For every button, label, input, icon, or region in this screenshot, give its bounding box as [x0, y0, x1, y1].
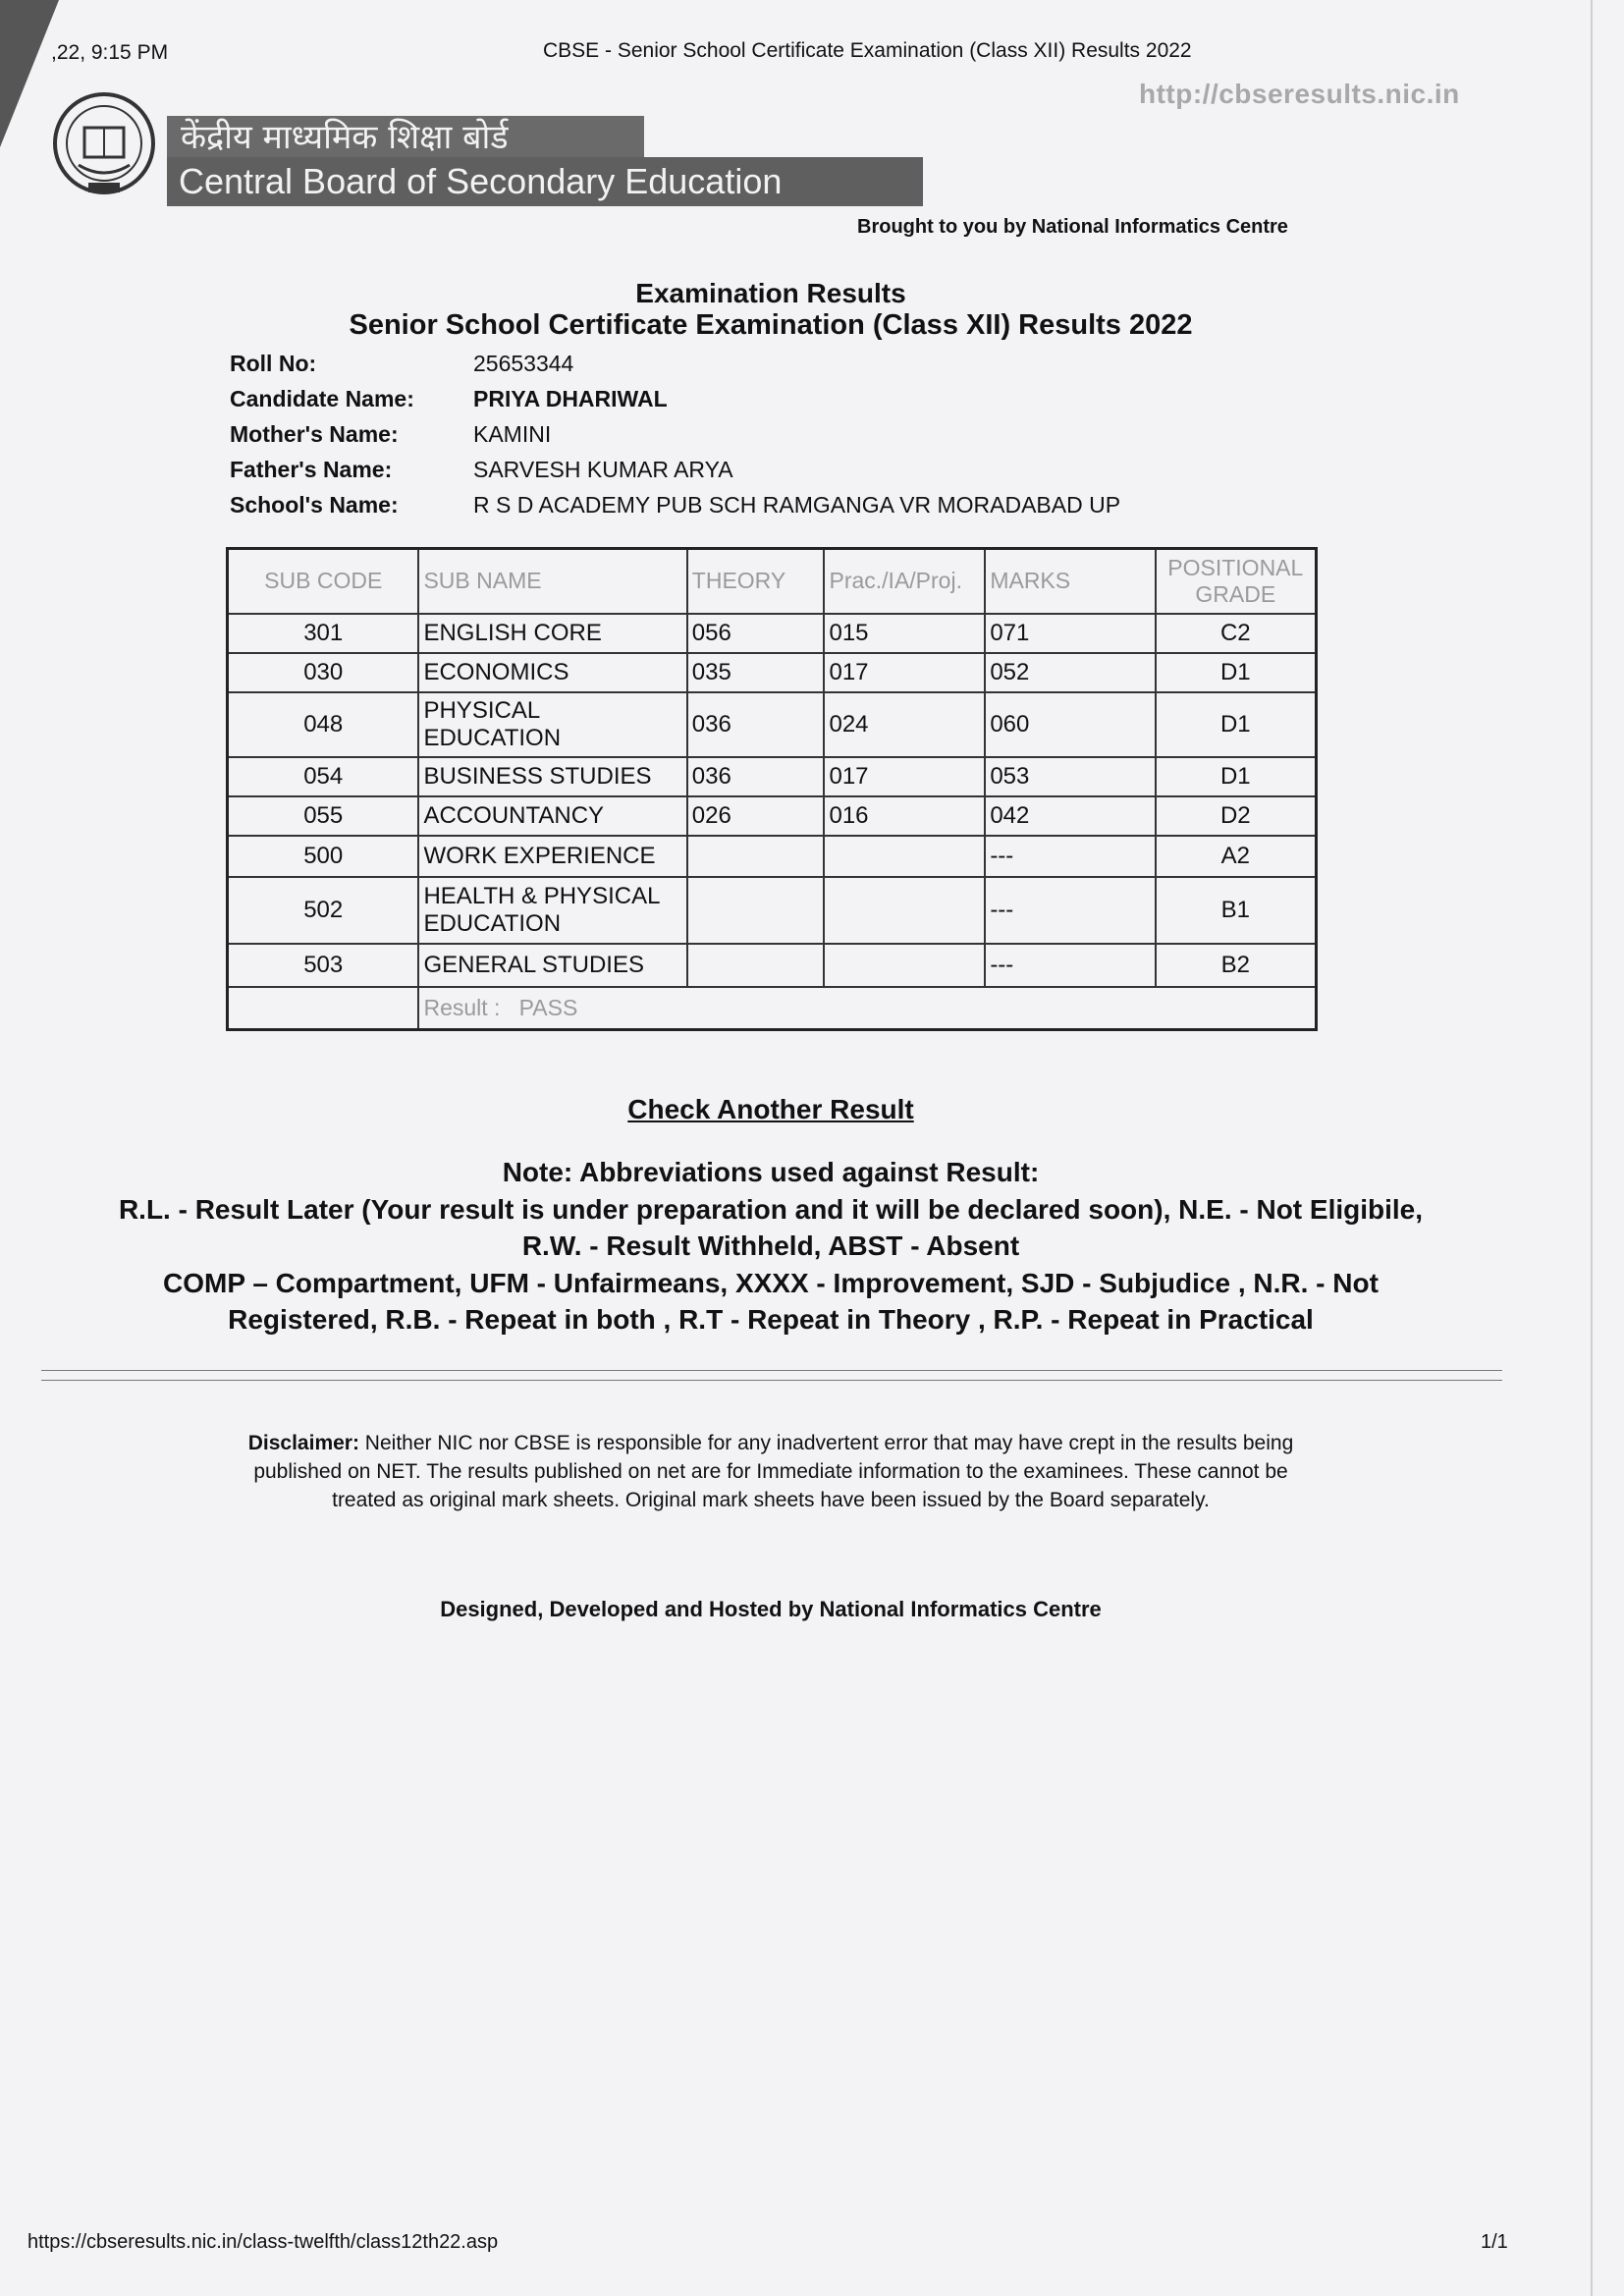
header-sub-name: SUB NAME	[418, 549, 686, 614]
cell-practical: 015	[824, 614, 985, 653]
note-line: Registered, R.B. - Repeat in both , R.T - Repeat in Theory , R.P. - Repeat in Practical	[228, 1304, 1314, 1335]
cell-theory: 036	[687, 757, 825, 796]
header-grade: POSITIONAL GRADE	[1156, 549, 1317, 614]
table-row	[228, 944, 1317, 987]
cell-theory: 036	[687, 692, 825, 757]
roll-no-label: Roll No:	[230, 351, 317, 376]
cell-grade: D2	[1156, 796, 1317, 836]
cell-sub-name: WORK EXPERIENCE	[418, 836, 686, 877]
cell-marks: ---	[985, 877, 1155, 944]
result-cell	[418, 987, 1316, 1030]
cell-marks: 071	[985, 614, 1155, 653]
cbse-emblem-icon	[49, 86, 159, 204]
brought-by: Brought to you by National Informatics Centre	[857, 216, 1288, 238]
cell-marks: 042	[985, 796, 1155, 836]
cell-theory	[687, 836, 825, 877]
banner-english: Central Board of Secondary Education	[167, 157, 923, 206]
cell-grade: A2	[1156, 836, 1317, 877]
table-row	[228, 877, 1317, 944]
roll-no-value: 25653344	[473, 351, 574, 376]
table-row	[228, 796, 1317, 836]
footer-url: https://cbseresults.nic.in/class-twelfth/class12th22.asp	[27, 2231, 499, 2253]
cell-practical	[824, 836, 985, 877]
disclaimer-text: Neither NIC nor CBSE is responsible for any inadvertent error that may have crept in the results being published on NET. The results published on net are for Immediate information to the examinees. These cannot be treated as original mark sheets. Original mark sheets have been issued by the Board separately.	[253, 1432, 1294, 1511]
cell-sub-code: 054	[228, 757, 419, 796]
cell-sub-code: 048	[228, 692, 419, 757]
candidate-name-value: PRIYA DHARIWAL	[473, 386, 668, 411]
cell-sub-code: 301	[228, 614, 419, 653]
site-url-link[interactable]: http://cbseresults.nic.in	[1139, 79, 1460, 109]
print-time: ,22, 9:15 PM	[51, 41, 169, 64]
cell-practical: 017	[824, 653, 985, 692]
table-row	[228, 836, 1317, 877]
cell-sub-name: GENERAL STUDIES	[418, 944, 686, 987]
disclaimer-label: Disclaimer:	[247, 1432, 359, 1454]
note-title: Note: Abbreviations used against Result:	[502, 1157, 1040, 1187]
cell-grade: D1	[1156, 692, 1317, 757]
father-name-label: Father's Name:	[230, 457, 393, 482]
note-line: COMP – Compartment, UFM - Unfairmeans, XXXX - Improvement, SJD - Subjudice , N.R. - Not	[163, 1267, 1379, 1298]
cell-grade: D1	[1156, 653, 1317, 692]
cell-marks: ---	[985, 836, 1155, 877]
table-header-row	[228, 549, 1317, 614]
cell-sub-name: HEALTH & PHYSICAL EDUCATION	[418, 877, 686, 944]
cell-practical	[824, 877, 985, 944]
cell-theory	[687, 944, 825, 987]
cell-grade: B2	[1156, 944, 1317, 987]
header-marks: MARKS	[985, 549, 1155, 614]
cell-marks: ---	[985, 944, 1155, 987]
marks-table	[226, 547, 1318, 1031]
cell-sub-name: ECONOMICS	[418, 653, 686, 692]
note-line: R.W. - Result Withheld, ABST - Absent	[521, 1230, 1020, 1261]
mother-name-value: KAMINI	[473, 421, 552, 447]
cell-theory: 026	[687, 796, 825, 836]
abbreviations-note	[59, 1154, 1483, 1339]
header-practical: Prac./IA/Proj.	[824, 549, 985, 614]
result-label: Result :	[423, 994, 501, 1020]
cell-practical: 017	[824, 757, 985, 796]
cell-grade: D1	[1156, 757, 1317, 796]
cell-marks: 060	[985, 692, 1155, 757]
note-line: R.L. - Result Later (Your result is under preparation and it will be declared soon), N.E. - Not Eligibile,	[118, 1193, 1424, 1225]
cell-sub-code: 055	[228, 796, 419, 836]
cell-marks: 052	[985, 653, 1155, 692]
page-number: 1/1	[1481, 2231, 1508, 2253]
cell-grade: C2	[1156, 614, 1317, 653]
table-row	[228, 757, 1317, 796]
cell-practical: 016	[824, 796, 985, 836]
page-title: Examination Results	[635, 278, 906, 308]
header-theory: THEORY	[687, 549, 825, 614]
print-page-title: CBSE - Senior School Certificate Examination (Class XII) Results 2022	[543, 39, 1192, 62]
designed-by: Designed, Developed and Hosted by National Informatics Centre	[440, 1597, 1102, 1621]
page-edge	[1591, 0, 1593, 2296]
exam-title: Senior School Certificate Examination (Class XII) Results 2022	[349, 309, 1193, 341]
cell-sub-code: 503	[228, 944, 419, 987]
header-sub-code: SUB CODE	[228, 549, 419, 614]
divider	[41, 1380, 1502, 1381]
disclaimer	[226, 1429, 1316, 1514]
cell-sub-name: ENGLISH CORE	[418, 614, 686, 653]
cell-theory: 056	[687, 614, 825, 653]
cell-sub-code: 502	[228, 877, 419, 944]
father-name-value: SARVESH KUMAR ARYA	[473, 457, 733, 482]
cell-grade: B1	[1156, 877, 1317, 944]
table-row	[228, 614, 1317, 653]
school-name-label: School's Name:	[230, 492, 399, 518]
banner-hindi: केंद्रीय माध्यमिक शिक्षा बोर्ड	[167, 116, 644, 159]
table-row	[228, 692, 1317, 757]
candidate-name-label: Candidate Name:	[230, 386, 414, 411]
divider	[41, 1370, 1502, 1371]
result-value: PASS	[518, 994, 578, 1020]
cell-marks: 053	[985, 757, 1155, 796]
cell-sub-code: 500	[228, 836, 419, 877]
result-row	[228, 987, 1317, 1030]
table-row	[228, 653, 1317, 692]
cell-sub-code: 030	[228, 653, 419, 692]
result-empty-cell	[228, 987, 419, 1030]
cell-theory	[687, 877, 825, 944]
cell-theory: 035	[687, 653, 825, 692]
cell-sub-name: ACCOUNTANCY	[418, 796, 686, 836]
cell-practical: 024	[824, 692, 985, 757]
school-name-value: R S D ACADEMY PUB SCH RAMGANGA VR MORADABAD UP	[473, 492, 1121, 518]
cell-sub-name: BUSINESS STUDIES	[418, 757, 686, 796]
cell-practical	[824, 944, 985, 987]
mother-name-label: Mother's Name:	[230, 421, 399, 447]
check-another-result-link[interactable]: Check Another Result	[627, 1094, 914, 1124]
cell-sub-name: PHYSICAL EDUCATION	[418, 692, 686, 757]
